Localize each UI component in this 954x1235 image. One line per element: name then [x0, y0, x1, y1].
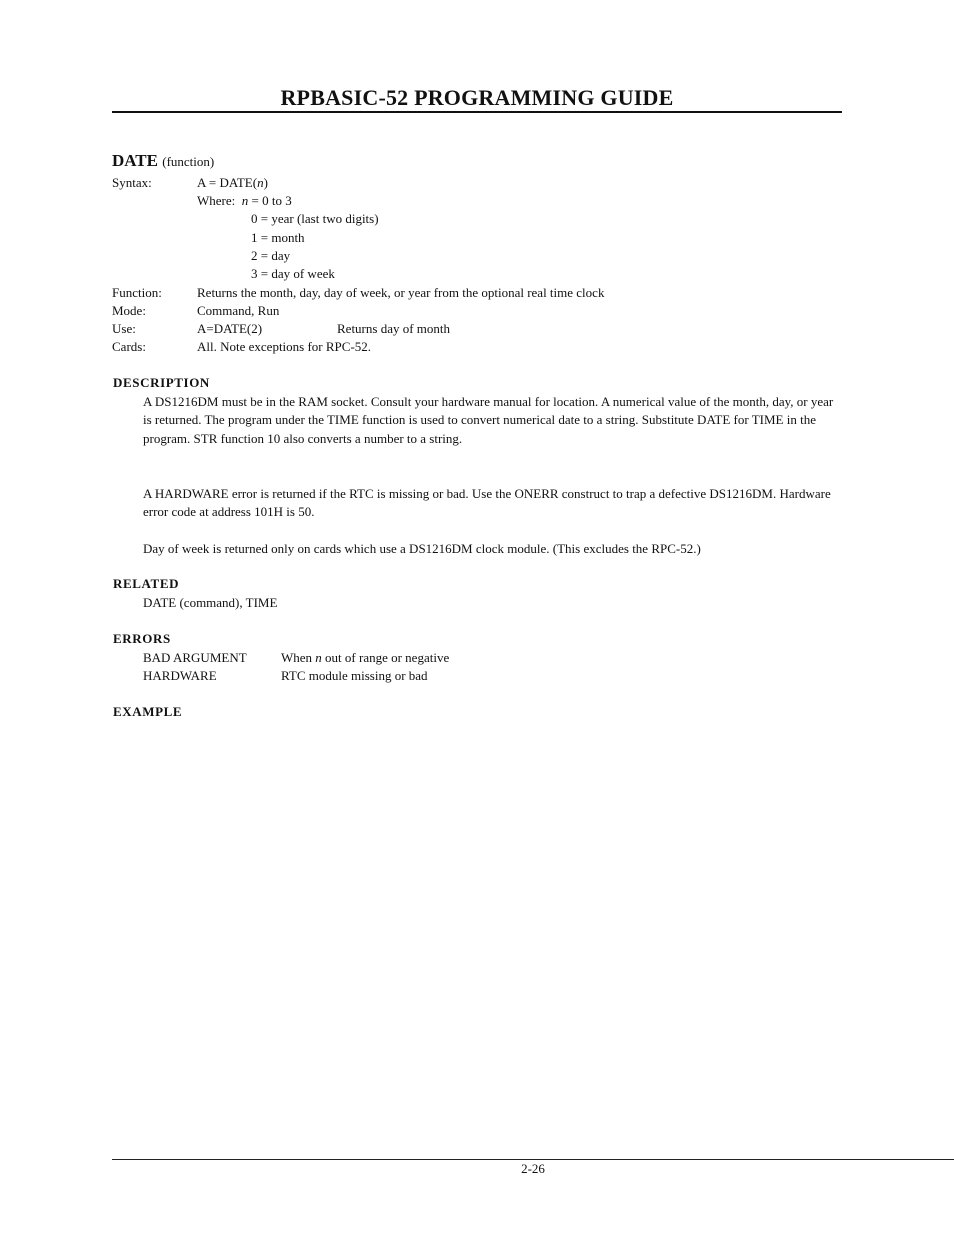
cards-text: All. Note exceptions for RPC-52. — [197, 339, 372, 354]
page-number: 2-26 — [521, 1161, 545, 1176]
mode-label: Mode: — [112, 303, 146, 318]
related-heading: RELATED — [113, 576, 180, 591]
value-day-of-week: 3 = day of week — [251, 266, 335, 281]
value-day: 2 = day — [251, 248, 291, 263]
entry-heading — [112, 151, 214, 171]
function-label: Function: — [112, 285, 162, 300]
title-rule — [112, 111, 842, 113]
syntax-arg: n — [257, 175, 264, 190]
error-name: HARDWARE — [143, 668, 217, 683]
entry-name: DATE — [112, 151, 158, 170]
description-paragraph: A DS1216DM must be in the RAM socket. Consult your hardware manual for location. A numerical value of the month, day, or year is returned. The program under the TIME function is used to convert numerical date to a string. Substitute DATE for TIME in the program. STR function 10 also converts a number to a string. — [143, 394, 834, 446]
value-year: 0 = year (last two digits) — [251, 211, 379, 226]
syntax-label: Syntax: — [112, 175, 152, 190]
error-description — [281, 649, 449, 667]
syntax-expression — [197, 174, 268, 192]
value-month: 1 = month — [251, 230, 305, 245]
where-range: = 0 to 3 — [251, 193, 292, 208]
where-clause — [197, 192, 292, 210]
function-text: Returns the month, day, day of week, or year from the optional real time clock — [197, 285, 605, 300]
footer-rule — [112, 1159, 954, 1160]
error-name: BAD ARGUMENT — [143, 650, 247, 665]
description-paragraph: A HARDWARE error is returned if the RTC is missing or bad. Use the ONERR construct to trap a defective DS1216DM. Hardware error code at address 101H is 50. — [143, 486, 831, 520]
entry-kind: (function) — [162, 154, 215, 169]
use-description: Returns day of month — [337, 321, 451, 336]
cards-label: Cards: — [112, 339, 146, 354]
errors-heading: ERRORS — [113, 631, 171, 646]
error-desc-suffix: out of range or negative — [325, 650, 450, 665]
where-prefix: Where: — [197, 193, 236, 208]
example-heading: EXAMPLE — [113, 704, 183, 719]
description-paragraph: Day of week is returned only on cards which use a DS1216DM clock module. (This excludes the RPC-52.) — [143, 541, 701, 556]
page-title: RPBASIC-52 PROGRAMMING GUIDE — [280, 85, 674, 110]
error-desc-var: n — [315, 650, 322, 665]
error-description: RTC module missing or bad — [281, 668, 428, 683]
description-heading: DESCRIPTION — [113, 375, 210, 390]
where-var: n — [241, 193, 249, 208]
use-label: Use: — [112, 321, 136, 336]
syntax-close: ) — [263, 175, 268, 190]
syntax-expr: A = DATE( — [197, 175, 258, 190]
mode-text: Command, Run — [197, 303, 280, 318]
related-text: DATE (command), TIME — [143, 595, 278, 610]
use-expression: A=DATE(2) — [197, 321, 263, 336]
error-desc-prefix: When — [281, 650, 313, 665]
